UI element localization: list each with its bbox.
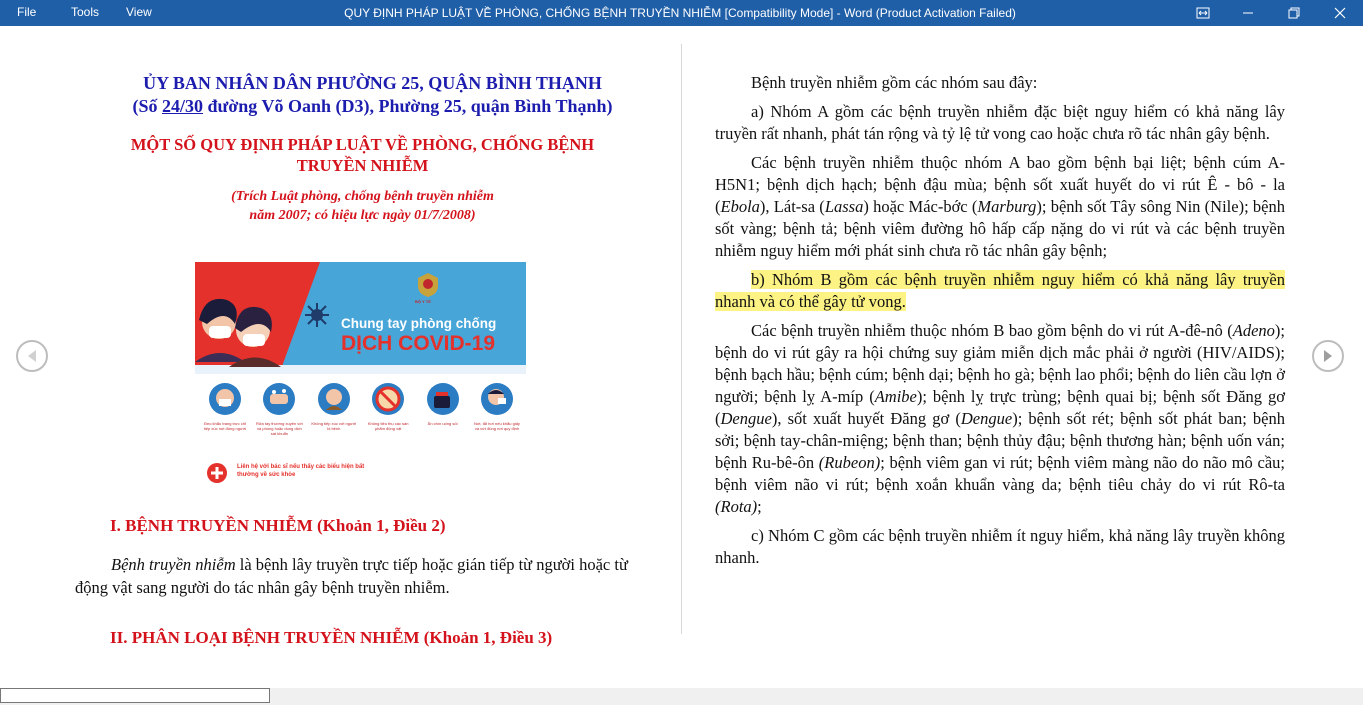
source-line2: năm 2007; có hiệu lực ngày 01/7/2008) [249, 208, 476, 223]
cough-tip-icon [480, 382, 514, 416]
italic-run: Adeno [1232, 321, 1275, 340]
poster-tips [201, 382, 521, 436]
column-divider [681, 44, 682, 634]
medical-cross-icon [206, 462, 228, 484]
next-page-button[interactable] [1312, 340, 1344, 372]
restore-icon [1288, 7, 1300, 19]
section1-term: Bệnh truyền nhiễm [111, 555, 236, 574]
arrow-left-icon [26, 349, 38, 363]
org-name: ỦY BAN NHÂN DÂN PHƯỜNG 25, QUẬN BÌNH THẠNH [143, 73, 602, 93]
doc-title-line2: TRUYỀN NHIỄM [296, 156, 429, 175]
italic-run: (Rubeon) [818, 453, 881, 472]
minimize-button[interactable] [1225, 0, 1271, 26]
tip-text: Rửa tay thường xuyên với xà phòng hoặc dung dịch sát khuẩn [255, 421, 303, 436]
tip-item [364, 382, 412, 436]
group-c-paragraph: c) Nhóm C gồm các bệnh truyền nhiễm ít nguy hiểm, khả năng lây truyền không nhanh. [715, 526, 1285, 567]
section1-heading: I. BỆNH TRUYỀN NHIỄM (Khoản 1, Điều 2) [110, 516, 446, 535]
menu-view[interactable]: View [126, 5, 152, 19]
italic-run: Dengue [720, 409, 772, 428]
tip-item [310, 382, 358, 436]
tip-text: Nơi, tắt hơi nếu khẩu giấy và vứt đúng nơi quy định [473, 421, 520, 431]
text-run: ) hoặc Mác-bớc ( [863, 197, 978, 216]
ministry-emblem-icon [417, 272, 439, 298]
group-b-highlighted-text: b) Nhóm B gồm các bệnh truyền nhiễm nguy hiểm có khả năng lây truyền nhanh và có thể gây tử vong. [715, 270, 1285, 311]
poster-footer: Liên hệ với bác sĩ nếu thấy các biểu hiện bất thường về sức khỏe [237, 464, 365, 478]
tip-item [473, 382, 521, 436]
org-address [75, 94, 670, 118]
arrow-right-icon [1322, 349, 1334, 363]
handwash-tip-icon [262, 382, 296, 416]
text-run: ), sốt xuất huyết Đăng gơ ( [771, 409, 961, 428]
text-run: ); bệnh sốt Tây sông Nin (Nile); bệnh sốt vàng; bệnh tả; bệnh viêm đường hô hấp cấp nặng do vi rút và các bệnh truyền nhiễm nguy hiểm mới phát sinh chưa rõ tác nhân gây bệnh; [715, 197, 1286, 260]
groups-intro: Bệnh truyền nhiễm gồm các nhóm sau đây: [751, 73, 1038, 92]
tip-item [255, 382, 303, 436]
source-line1: (Trích Luật phòng, chống bệnh truyền nhiễm [231, 189, 494, 204]
horizontal-scrollbar[interactable] [0, 688, 1363, 705]
org-address-prefix: (Số [132, 96, 162, 116]
group-a-paragraph: a) Nhóm A gồm các bệnh truyền nhiễm đặc biệt nguy hiểm có khả năng lây truyền rất nhanh, phát tán rộng và tỷ lệ tử vong cao hoặc chưa rõ tác nhân gây bệnh. [715, 102, 1285, 143]
text-run: Các bệnh truyền nhiễm thuộc nhóm A bao gồm bệnh bại liệt; bệnh cúm A-H5N1; bệnh dịch hạch; bệnh đậu mùa; bệnh sốt xuất huyết do vi rút Ê - bô - la ( [715, 153, 1285, 216]
restore-button[interactable] [1271, 0, 1317, 26]
italic-run: Ebola [720, 197, 760, 216]
text-run: Các bệnh truyền nhiễm thuộc nhóm B bao gồm bệnh do vi rút A-đê-nô ( [751, 321, 1233, 340]
close-icon [1334, 7, 1346, 19]
section1-body [75, 553, 655, 599]
tip-text: Đeo khẩu trang trực chỉ tiếp xúc nơi đông người [203, 421, 247, 431]
italic-run: Lassa [824, 197, 864, 216]
title-bar [0, 0, 1363, 26]
text-run: ); bệnh lỵ trực trùng; bệnh quai bị; bệnh sốt Đăng gơ ( [715, 387, 1285, 428]
group-b-diseases [715, 320, 1285, 518]
fit-page-icon [1196, 7, 1210, 19]
fit-page-button[interactable] [1180, 0, 1226, 26]
window-title: QUY ĐỊNH PHÁP LUẬT VỀ PHÒNG, CHỐNG BỆNH TRUYỀN NHIỄM [Compatibility Mode] - Word (Product Activation Failed) [344, 6, 1016, 20]
italic-run: Amibe [874, 387, 917, 406]
covid-poster-image [195, 262, 526, 498]
text-run: ; bệnh viêm gan vi rút; bệnh viêm màng não do não mô cầu; bệnh viêm não vi rút; bệnh xoắn khuẩn vàng da; bệnh tiêu chảy do vi rút Rô-ta [715, 453, 1285, 494]
doc-title-line1: MỘT SỐ QUY ĐỊNH PHÁP LUẬT VỀ PHÒNG, CHỐNG BỆNH [130, 135, 595, 154]
close-button[interactable] [1317, 0, 1363, 26]
italic-run: (Rota) [715, 497, 758, 516]
minimize-icon [1242, 7, 1254, 19]
menu-tools[interactable]: Tools [71, 5, 100, 19]
scrollbar-thumb[interactable] [0, 688, 270, 703]
previous-page-button[interactable] [16, 340, 48, 372]
menu-file[interactable]: File [17, 5, 37, 19]
mask-tip-icon [208, 382, 242, 416]
tip-item [201, 382, 249, 436]
text-run: ); bệnh do vi rút gây ra hội chứng suy giảm miễn dịch mắc phải ở người (HIV/AIDS); bệnh bạch hầu; bệnh cúm; bệnh dại; bệnh ho gà; bệnh lao phổi; bệnh do liên cầu lợn ở người; bệnh lỵ A-míp ( [715, 321, 1285, 406]
text-run: ); bệnh sốt rét; bệnh sốt phát ban; bệnh sởi; bệnh tay-chân-miệng; bệnh than; bệnh thủy đậu; bệnh thương hàn; bệnh uốn ván; bệnh Ru-bê-ôn [715, 409, 1285, 472]
right-column [715, 44, 1285, 576]
org-address-rest: đường Võ Oanh (D3), Phường 25, quận Bình Thạnh) [203, 96, 613, 116]
poster-ministry: BỘ Y TẾ [415, 299, 431, 304]
people-masks-icon [195, 282, 285, 367]
section2-heading: II. PHÂN LOẠI BỆNH TRUYỀN NHIỄM (Khoản 1, Điều 3) [110, 628, 553, 647]
text-run: ), Lát-sa ( [759, 197, 825, 216]
text-run: ; [757, 497, 762, 516]
poster-headline1: Chung tay phòng chống [341, 316, 497, 331]
cooked-food-tip-icon [426, 382, 460, 416]
virus-icon [302, 300, 332, 330]
no-contact-tip-icon [317, 382, 351, 416]
left-column [75, 44, 670, 225]
italic-run: Marburg [977, 197, 1037, 216]
group-a-diseases [715, 152, 1285, 262]
org-address-number: 24/30 [161, 96, 203, 116]
no-animal-tip-icon [371, 382, 405, 416]
poster-headline2: DỊCH COVID-19 [341, 332, 496, 355]
tip-item [419, 382, 467, 436]
tip-text: Không tiêu thụ các sản phẩm động vật [367, 421, 409, 431]
tip-text: Ăn chín uống sôi [427, 421, 458, 426]
group-b-paragraph [715, 269, 1285, 313]
italic-run: Dengue [960, 409, 1013, 428]
tip-text: Không tiếp xúc với người bị bệnh [311, 421, 357, 431]
section1-text: là bệnh lây truyền trực tiếp hoặc gián tiếp từ người hoặc từ động vật sang người do tác nhân gây bệnh truyền nhiễm. [75, 555, 628, 597]
